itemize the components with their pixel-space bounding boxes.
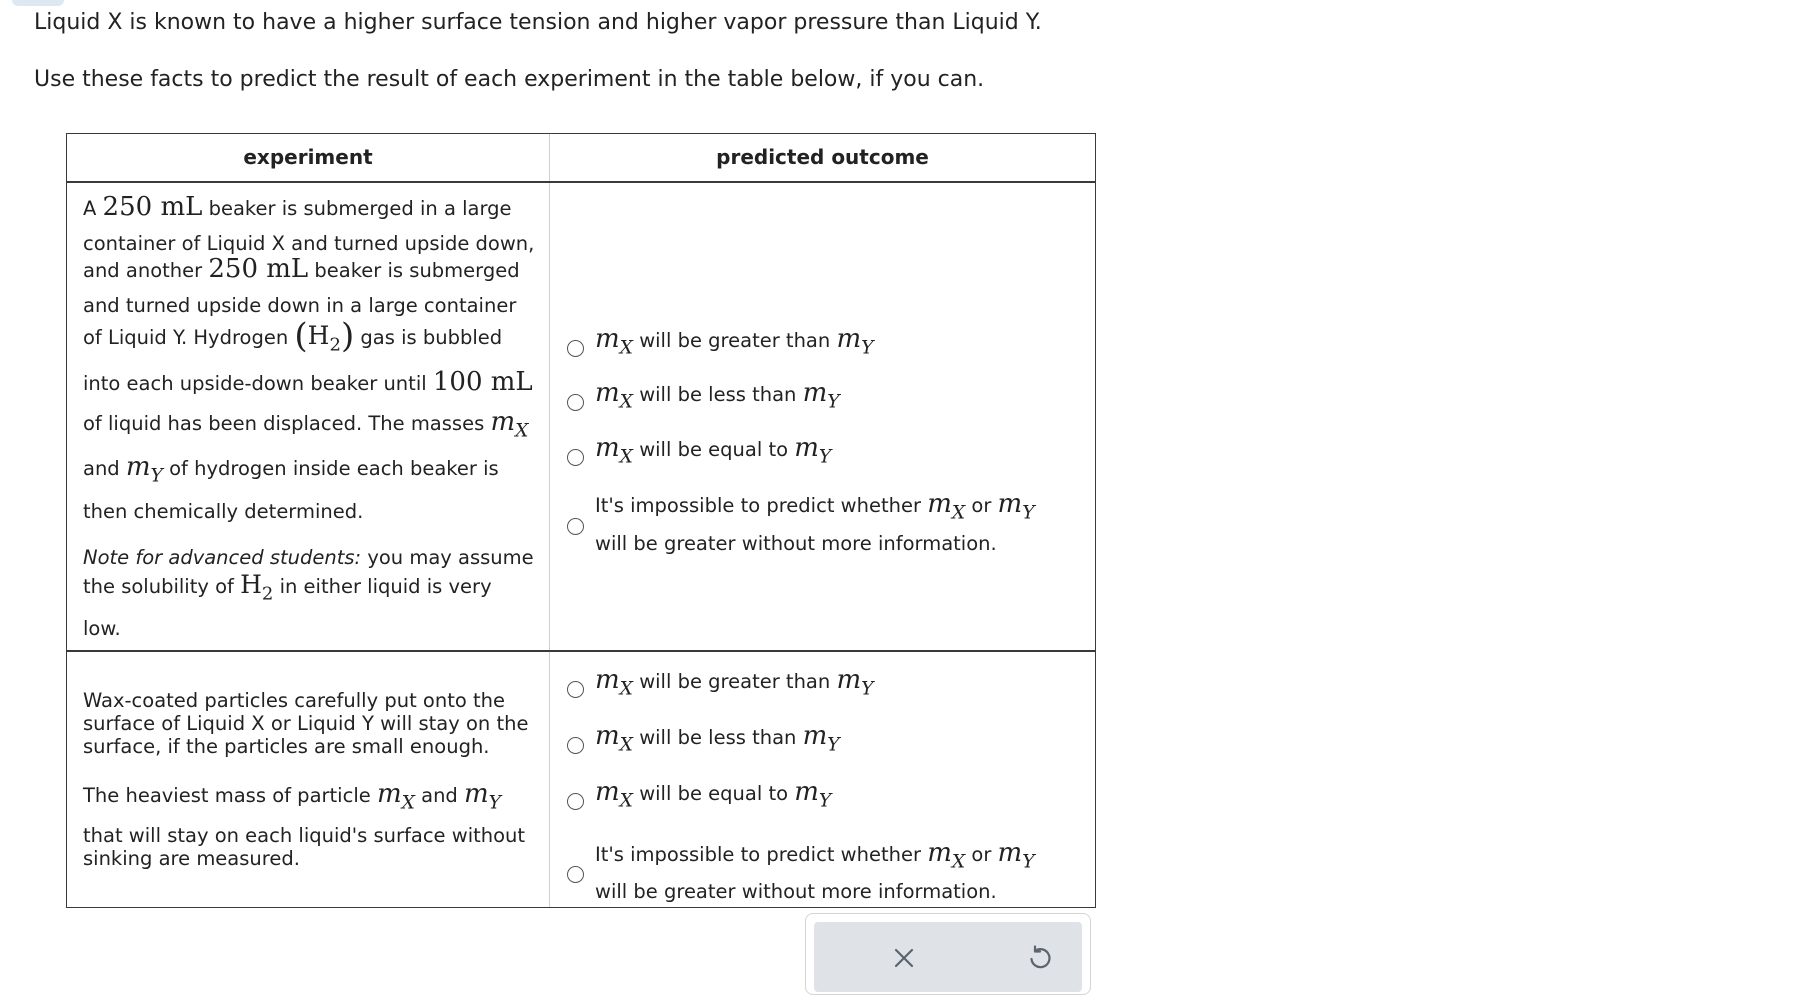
radio-button[interactable] <box>567 866 584 883</box>
exp1-line-4: and turned upside down in a large container <box>83 294 517 317</box>
action-bar-background <box>814 922 1082 992</box>
exp2-line-5: that will stay on each liquid's surface without <box>83 824 526 847</box>
exp2-line-3: surface, if the particles are small enough. <box>83 735 490 758</box>
mass-mx: $m_X$ <box>376 779 415 814</box>
exp2-line-4: The heaviest mass of particle $m_X$ and $m_Y$ <box>83 779 502 814</box>
exp1-line-5: of Liquid Y. Hydrogen $(H_2)$ gas is bubbled <box>83 316 503 356</box>
exp1-line-7: of liquid has been displaced. The masses $m_X$ <box>83 407 529 442</box>
clear-button[interactable] <box>886 940 922 976</box>
qty-250ml: 250 mL <box>102 192 203 222</box>
exp2-line-1: Wax-coated particles carefully put onto the <box>83 689 505 712</box>
intro-statement: Liquid X is known to have a higher surface tension and higher vapor pressure than Liquid Y. <box>34 10 1042 35</box>
exp1-line-2: container of Liquid X and turned upside down, <box>83 232 535 255</box>
exp1-note-line-3: low. <box>83 617 121 640</box>
mass-mx: $m_X$ <box>490 407 529 442</box>
intro-instruction: Use these facts to predict the result of each experiment in the table below, if you can. <box>34 67 985 92</box>
undo-button[interactable] <box>1022 940 1058 976</box>
mass-my: $m_Y$ <box>464 779 502 814</box>
header-divider <box>67 181 1095 183</box>
experiment-table: experiment predicted outcome A 250 mL beaker is submerged in a large container of Liquid X and turned upside down, and another 250 mL beaker is submerged and turned upside down in a large container of Liquid Y. Hydrogen $(H_2)$ gas is bubbled into each upside-down beaker until 100 mL of liquid has been displaced. The masses $m_X$ and $m_Y$ of hydrogen inside each beaker is then chemically determined. Note for advanced students: you may assume the solubility of $H_2$ in either liquid is very low. Wax-coated particles carefully put onto the surface of Liquid X or Liquid Y will stay on the surface, if the particles are small enough. The heaviest mass of particle $m_X$ and $m_Y$ that will stay on each liquid's surface without sinking are measured. $m_X$ will be greater than $m_Y$ $m_X$ will be less than $m_Y$ $m_X$ will be equal to $m_Y$ It's impossible to predict whether $m_X$ or $m_Y$ will be greater without more information. $m_X$ will be greater than $m_Y$ $m_X$ will be less than $m_Y$ $m_X$ will be equal to $m_Y$ It's impossible to predict whether $m_X$ or $m_Y$ will be greater without more information. <box>66 133 1096 908</box>
radio-button[interactable] <box>567 737 584 754</box>
exp1-line-3: and another 250 mL beaker is submerged <box>83 254 520 284</box>
radio-button[interactable] <box>567 340 584 357</box>
radio-button[interactable] <box>567 793 584 810</box>
header-experiment: experiment <box>243 145 373 169</box>
answer-action-bar <box>805 913 1091 995</box>
exp1-line-8: and $m_Y$ of hydrogen inside each beaker is <box>83 452 499 487</box>
radio-button[interactable] <box>567 681 584 698</box>
top-tab-edge <box>12 0 64 6</box>
radio-button[interactable] <box>567 394 584 411</box>
mass-my: $m_Y$ <box>125 452 163 487</box>
hydrogen-formula: $H_2$ <box>307 321 341 356</box>
radio-button[interactable] <box>567 449 584 466</box>
exp2-line-6: sinking are measured. <box>83 847 300 870</box>
exp2-line-2: surface of Liquid X or Liquid Y will stay on the <box>83 712 529 735</box>
exp1-line-9: then chemically determined. <box>83 500 364 523</box>
qty-100ml: 100 mL <box>432 367 533 397</box>
hydrogen-formula: $H_2$ <box>240 570 274 605</box>
column-divider <box>549 134 550 907</box>
header-predicted-outcome: predicted outcome <box>716 145 929 169</box>
close-icon <box>893 947 915 969</box>
exp1-line-6: into each upside-down beaker until 100 mL <box>83 367 533 397</box>
exp1-line-1: A 250 mL beaker is submerged in a large <box>83 192 512 222</box>
row-divider <box>67 650 1095 652</box>
exp1-note-line-1: Note for advanced students: you may assume <box>83 546 534 569</box>
undo-icon <box>1027 945 1053 971</box>
radio-button[interactable] <box>567 518 584 535</box>
qty-250ml: 250 mL <box>208 254 309 284</box>
exp1-note-line-2: the solubility of $H_2$ in either liquid is very <box>83 570 492 605</box>
